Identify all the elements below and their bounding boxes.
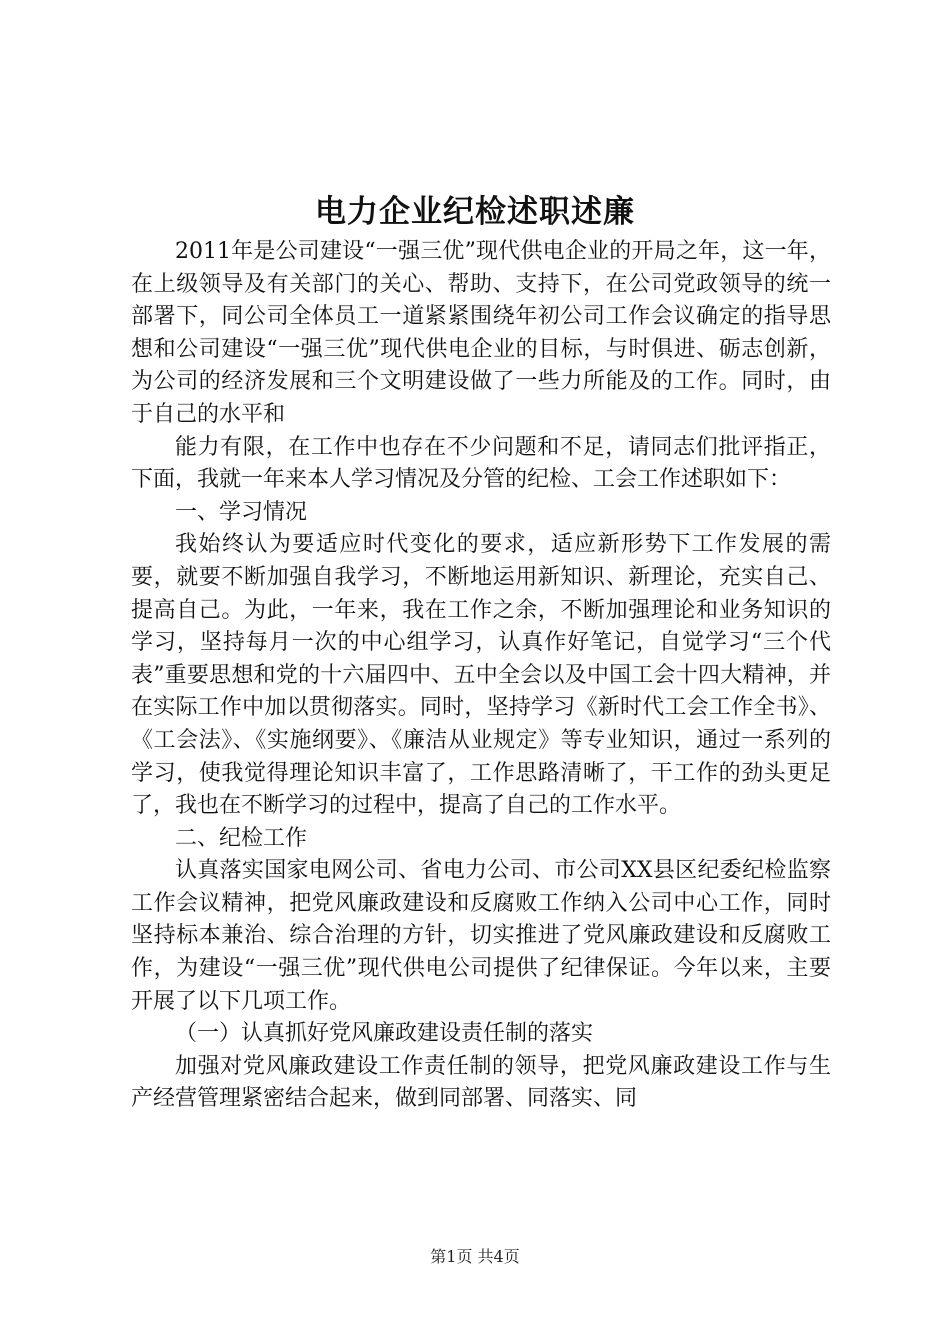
body-paragraph: 我始终认为要适应时代变化的要求，适应新形势下工作发展的需要，就要不断加强自我学习，不断地运用新知识、新理论，充实自己、提高自己。为此，一年来，我在工作之余，不断加强理论和业务知识的学习，坚持每月一次的中心组学习，认真作好笔记，自觉学习“三个代表”重要思想和党的十六届四中、五中全会以及中国工会十四大精神，并在实际工作中加以贯彻落实。同时，坚持学习《新时代工会工作全书》、《工会法》、《实施纲要》、《廉洁从业规定》等专业知识，通过一系列的学习，使我觉得理论知识丰富了，工作思路清晰了，干工作的劲头更足了，我也在不断学习的过程中，提高了自己的工作水平。 [131,532,831,819]
body-paragraph: 加强对党风廉政建设工作责任制的领导，把党风廉政建设工作与生产经营管理紧密结合起来，做到同部署、同落实、同 [131,1053,831,1112]
body-paragraph: 能力有限，在工作中也存在不少问题和不足，请同志们批评指正，下面，我就一年来本人学习情况及分管的纪检、工会工作述职如下： [131,434,831,493]
section-heading: 二、纪检工作 [175,825,308,851]
body-paragraph: 认真落实国家电网公司、省电力公司、市公司XX县区纪委纪检监察工作会议精神，把党风廉政建设和反腐败工作纳入公司中心工作，同时坚持标本兼治、综合治理的方针，切实推进了党风廉政建设和反腐败工作，为建设“一强三优”现代供电公司提供了纪律保证。今年以来，主要开展了以下几项工作。 [131,858,831,1014]
section-heading: 一、学习情况 [175,499,308,525]
body-paragraph: 2011年是公司建设“一强三优”现代供电企业的开局之年，这一年，在上级领导及有关部门的关心、帮助、支持下，在公司党政领导的统一部署下，同公司全体员工一道紧紧围绕年初公司工作会议确定的指导思想和公司建设“一强三优”现代供电企业的目标，与时俱进、砺志创新，为公司的经济发展和三个文明建设做了一些力所能及的工作。同时，由于自己的水平和 [131,239,831,427]
document-title: 电力企业纪检述职述廉 [315,194,635,230]
subsection-heading: （一）认真抓好党风廉政建设责任制的落实 [175,1021,594,1047]
document-body [131,236,831,1116]
page-number: 第1页 共4页 [430,1247,520,1266]
